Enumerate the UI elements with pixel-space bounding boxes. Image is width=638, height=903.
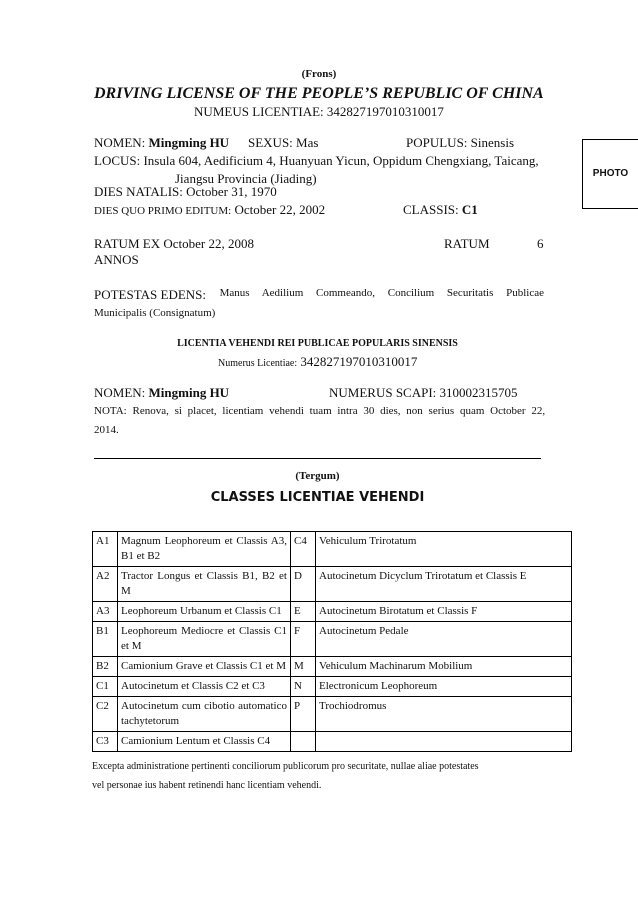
- annos: ANNOS: [94, 252, 139, 267]
- dies-natalis: DIES NATALIS: October 31, 1970: [94, 184, 277, 199]
- class-code: [291, 732, 316, 752]
- class-description: Magnum Leophoreum et Classis A3, B1 et B2: [118, 532, 291, 567]
- class-code: A2: [93, 567, 118, 602]
- table-row: [93, 677, 572, 697]
- vice-nomen-label: NOMEN:: [94, 385, 146, 400]
- class-code: C4: [291, 532, 316, 567]
- class-description: Leophoreum Urbanum et Classis C1: [118, 602, 291, 622]
- classis-field: [403, 202, 478, 218]
- front-side-label: (Frons): [301, 68, 337, 80]
- table-row: [93, 697, 572, 732]
- class-description: Camionium Grave et Classis C1 et M: [118, 657, 291, 677]
- class-description: Autocinetum Dicyclum Trirotatum et Classis E: [316, 567, 572, 602]
- sexus-field: [248, 135, 318, 151]
- classis-label: CLASSIS:: [403, 202, 459, 217]
- class-description: Autocinetum Birotatum et Classis F: [316, 602, 572, 622]
- class-description: Tractor Longus et Classis B1, B2 et M: [118, 567, 291, 602]
- class-description: Autocinetum cum cibotio automatico tachytetorum: [118, 697, 291, 732]
- class-code: A1: [93, 532, 118, 567]
- class-description: Autocinetum et Classis C2 et C3: [118, 677, 291, 697]
- table-row: [93, 532, 572, 567]
- class-description: Vehiculum Trirotatum: [316, 532, 572, 567]
- class-description: Camionium Lentum et Classis C4: [118, 732, 291, 752]
- classes-table: [92, 531, 572, 752]
- vice-numerus-label: Numerus Licentiae:: [218, 358, 298, 369]
- sexus-label: SEXUS:: [248, 135, 293, 150]
- table-row: [93, 732, 572, 752]
- dies-primo-value: October 22, 2002: [234, 202, 326, 217]
- class-code: D: [291, 567, 316, 602]
- vice-numerus-row: [218, 354, 417, 370]
- table-row: [93, 567, 572, 602]
- vice-nomen-value: Mingming HU: [148, 385, 230, 400]
- class-code: B1: [93, 622, 118, 657]
- class-code: N: [291, 677, 316, 697]
- table-row: [93, 657, 572, 677]
- license-number-line: NUMEUS LICENTIAE: 342827197010310017: [194, 104, 444, 119]
- class-code: A3: [93, 602, 118, 622]
- populus-field: [406, 135, 514, 151]
- photo-placeholder: PHOTO: [582, 139, 638, 209]
- populus-label: POPULUS:: [406, 135, 468, 150]
- nomen-label: NOMEN:: [94, 135, 146, 150]
- table-row: [93, 602, 572, 622]
- dies-primo-label: DIES QUO PRIMO EDITUM:: [94, 205, 232, 217]
- class-code: C2: [93, 697, 118, 732]
- populus-value: Sinensis: [470, 135, 515, 150]
- back-side-label: (Tergum): [295, 470, 340, 482]
- class-code: C1: [93, 677, 118, 697]
- potestas-label: POTESTAS EDENS:: [94, 287, 206, 302]
- vice-nota-line-2: 2014.: [94, 424, 119, 436]
- sexus-value: Mas: [296, 135, 319, 150]
- vice-nomen-row: [94, 385, 229, 401]
- back-heading: CLASSES LICENTIAE VEHENDI: [210, 490, 425, 505]
- classis-value: C1: [461, 202, 478, 217]
- class-description: [316, 732, 572, 752]
- class-code: F: [291, 622, 316, 657]
- section-divider: [94, 458, 541, 459]
- potestas-value: Manus Aedilium Commeando, Concilium Securitatis Publicae: [219, 287, 544, 299]
- class-code: B2: [93, 657, 118, 677]
- locus-line-1: LOCUS: Insula 604, Aedificium 4, Huanyuan Yicun, Oppidum Chengxiang, Taicang,: [94, 153, 539, 168]
- class-code: E: [291, 602, 316, 622]
- vice-numerus-value: 342827197010310017: [300, 354, 418, 369]
- nomen-value: Mingming HU: [148, 135, 230, 150]
- ratum-value: 6: [537, 236, 544, 251]
- footer-note: [92, 757, 552, 795]
- class-description: Leophoreum Mediocre et Classis C1 et M: [118, 622, 291, 657]
- dies-primo-row: [94, 202, 325, 218]
- ratum-label: RATUM: [444, 236, 490, 251]
- potestas-row: [94, 287, 544, 303]
- class-code: C3: [93, 732, 118, 752]
- document-title: DRIVING LICENSE OF THE PEOPLE’S REPUBLIC OF CHINA: [94, 85, 544, 102]
- nomen-row: [94, 135, 229, 151]
- table-row: [93, 622, 572, 657]
- class-description: Electronicum Leophoreum: [316, 677, 572, 697]
- class-description: Trochiodromus: [316, 697, 572, 732]
- locus-line-2: Jiangsu Provincia (Jiading): [175, 171, 317, 186]
- ratum-ex: RATUM EX October 22, 2008: [94, 236, 254, 251]
- vice-heading: LICENTIA VEHENDI REI PUBLICAE POPULARIS SINENSIS: [177, 338, 458, 349]
- vice-scapi: NUMERUS SCAPI: 310002315705: [329, 385, 518, 400]
- class-code: P: [291, 697, 316, 732]
- vice-nota-line-1: NOTA: Renova, si placet, licentiam vehendi tuam intra 30 dies, non serius quam October 22,: [94, 405, 546, 417]
- class-description: Autocinetum Pedale: [316, 622, 572, 657]
- class-code: M: [291, 657, 316, 677]
- potestas-line-2: Municipalis (Consignatum): [94, 307, 216, 319]
- footer-line-1: Excepta administratione pertinenti conciliorum publicorum pro securitate, nullae aliae potestates: [92, 761, 479, 772]
- class-description: Vehiculum Machinarum Mobilium: [316, 657, 572, 677]
- footer-line-2: vel personae ius habent retinendi hanc licentiam vehendi.: [92, 780, 322, 791]
